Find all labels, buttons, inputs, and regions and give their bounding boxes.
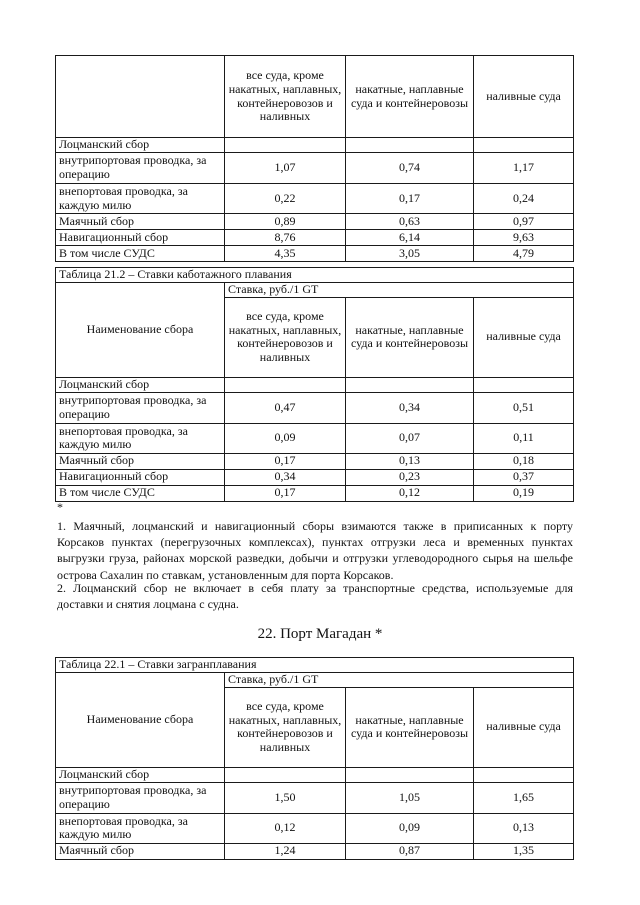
table-row — [56, 843, 574, 859]
rate-header: Ставка, руб./1 GT — [225, 282, 574, 297]
row-label: Маячный сбор — [56, 214, 225, 230]
col-header-general: все суда, кроме накатных, наплавных, контейнеровозов и наливных — [225, 56, 346, 138]
table-row — [56, 423, 574, 453]
header-empty-cell — [56, 56, 225, 138]
table-caption: Таблица 21.2 – Ставки каботажного плавания — [56, 268, 574, 283]
col-header-name: Наименование сбора — [56, 672, 225, 767]
rate-header: Ставка, руб./1 GT — [225, 672, 574, 687]
row-label: внутрипортовая проводка, за операцию — [56, 392, 225, 423]
row-label: Лоцманский сбор — [56, 767, 225, 782]
value-cell: 3,05 — [346, 246, 474, 262]
table-row — [56, 813, 574, 843]
value-cell: 0,11 — [474, 423, 574, 453]
table-row — [56, 485, 574, 501]
col-header-roro: накатные, наплавные суда и контейнеровозы — [346, 56, 474, 138]
table-row — [56, 246, 574, 262]
table-22-1 — [55, 657, 574, 860]
row-label: внепортовая проводка, за каждую милю — [56, 423, 225, 453]
value-cell: 0,63 — [346, 214, 474, 230]
row-label: внутрипортовая проводка, за операцию — [56, 153, 225, 184]
footnote-mark: * — [57, 500, 63, 514]
table-21-2 — [55, 267, 574, 502]
table-row — [56, 230, 574, 246]
col-header-roro: накатные, наплавные суда и контейнеровозы — [346, 687, 474, 767]
table-row — [56, 392, 574, 423]
table-row — [56, 782, 574, 813]
value-cell: 0,09 — [225, 423, 346, 453]
row-label: В том числе СУДС — [56, 485, 225, 501]
value-cell: 4,35 — [225, 246, 346, 262]
value-cell: 1,50 — [225, 782, 346, 813]
value-cell: 0,13 — [346, 453, 474, 469]
row-label: внепортовая проводка, за каждую милю — [56, 813, 225, 843]
value-cell: 1,05 — [346, 782, 474, 813]
col-header-general: все суда, кроме накатных, наплавных, контейнеровозов и наливных — [225, 297, 346, 377]
table-row — [56, 184, 574, 214]
col-header-roro: накатные, наплавные суда и контейнеровозы — [346, 297, 474, 377]
value-cell: 1,65 — [474, 782, 574, 813]
row-label: Навигационный сбор — [56, 230, 225, 246]
row-label: В том числе СУДС — [56, 246, 225, 262]
value-cell: 9,63 — [474, 230, 574, 246]
row-label: Маячный сбор — [56, 843, 225, 859]
value-cell: 0,12 — [225, 813, 346, 843]
value-cell: 1,35 — [474, 843, 574, 859]
value-cell: 0,07 — [346, 423, 474, 453]
table-row — [56, 767, 574, 782]
value-cell: 0,87 — [346, 843, 474, 859]
col-header-tanker: наливные суда — [474, 56, 574, 138]
value-cell: 1,24 — [225, 843, 346, 859]
value-cell: 0,09 — [346, 813, 474, 843]
value-cell: 0,19 — [474, 485, 574, 501]
row-label: внепортовая проводка, за каждую милю — [56, 184, 225, 214]
value-cell: 0,13 — [474, 813, 574, 843]
col-header-tanker: наливные суда — [474, 687, 574, 767]
table-row — [56, 453, 574, 469]
row-label: Маячный сбор — [56, 453, 225, 469]
value-cell: 0,17 — [346, 184, 474, 214]
note-1: 1. Маячный, лоцманский и навигационный сборы взимаются также в приписанных к порту Корсаков пунктах (перегрузочных комплексах), пунктах отгрузки леса и временных пунктах выгрузки груза, районах морской разведки, добычи и отгрузки углеводородного сырья на шельфе острова Сахалин по ставкам, установленным для порта Корсаков. — [57, 519, 573, 582]
value-cell: 0,17 — [225, 485, 346, 501]
col-header-general: все суда, кроме накатных, наплавных, контейнеровозов и наливных — [225, 687, 346, 767]
row-label: Лоцманский сбор — [56, 377, 225, 392]
value-cell: 0,34 — [346, 392, 474, 423]
value-cell: 0,89 — [225, 214, 346, 230]
value-cell: 0,12 — [346, 485, 474, 501]
value-cell: 8,76 — [225, 230, 346, 246]
value-cell: 0,22 — [225, 184, 346, 214]
value-cell: 1,07 — [225, 153, 346, 184]
value-cell: 0,34 — [225, 469, 346, 485]
value-cell: 4,79 — [474, 246, 574, 262]
section-title: 22. Порт Магадан * — [257, 626, 383, 642]
col-header-name: Наименование сбора — [56, 282, 225, 377]
table-caption: Таблица 22.1 – Ставки загранплавания — [56, 658, 574, 673]
table-row — [56, 138, 574, 153]
table-row — [56, 377, 574, 392]
table-row — [56, 153, 574, 184]
row-label: Навигационный сбор — [56, 469, 225, 485]
table-row — [56, 469, 574, 485]
value-cell: 0,47 — [225, 392, 346, 423]
value-cell: 0,51 — [474, 392, 574, 423]
value-cell: 6,14 — [346, 230, 474, 246]
value-cell: 0,17 — [225, 453, 346, 469]
col-header-tanker: наливные суда — [474, 297, 574, 377]
value-cell: 0,18 — [474, 453, 574, 469]
value-cell: 0,23 — [346, 469, 474, 485]
table-21-1-continued — [55, 55, 574, 262]
value-cell: 1,17 — [474, 153, 574, 184]
row-label: внутрипортовая проводка, за операцию — [56, 782, 225, 813]
note-2: 2. Лоцманский сбор не включает в себя плату за транспортные средства, используемые для доставки и снятия лоцмана с судна. — [57, 581, 573, 612]
value-cell: 0,74 — [346, 153, 474, 184]
table-row — [56, 214, 574, 230]
value-cell: 0,37 — [474, 469, 574, 485]
row-label: Лоцманский сбор — [56, 138, 225, 153]
value-cell: 0,24 — [474, 184, 574, 214]
value-cell: 0,97 — [474, 214, 574, 230]
